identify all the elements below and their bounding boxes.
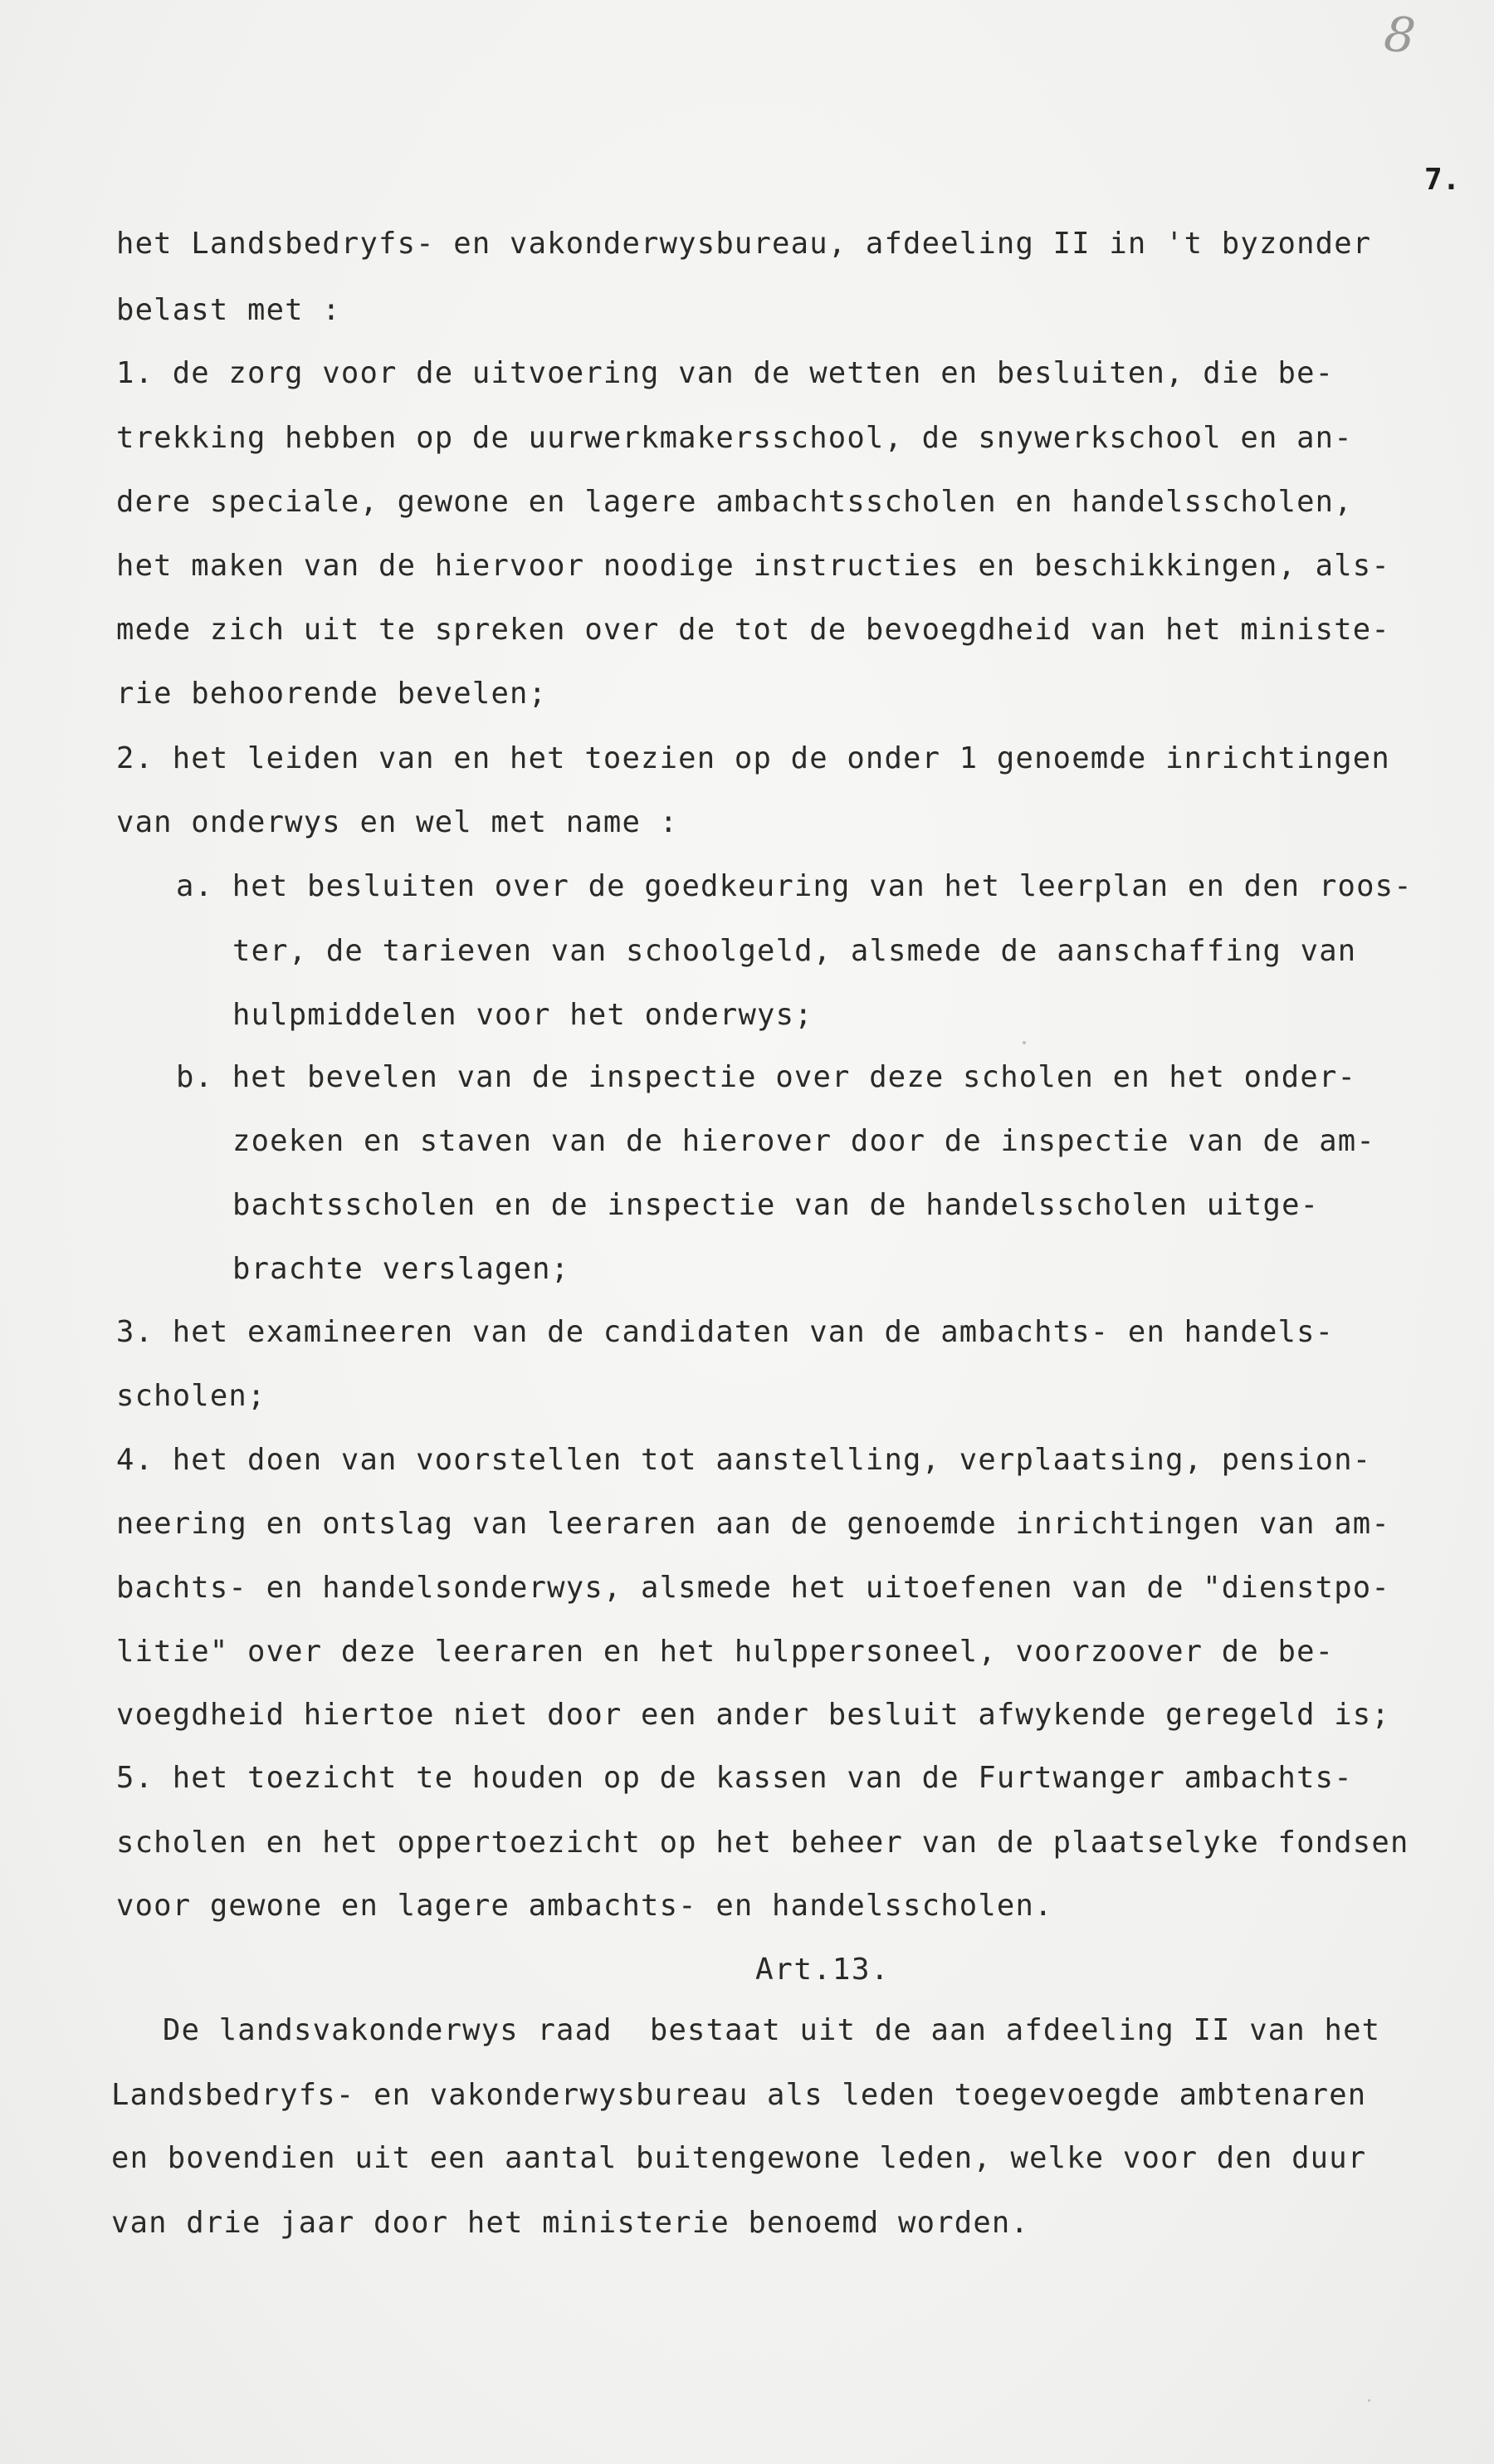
- text-line: en bovendien uit een aantal buitengewone leden, welke voor den duur: [111, 2141, 1367, 2175]
- article-heading: Art.13.: [755, 1953, 891, 1987]
- text-line: 4. het doen van voorstellen tot aanstelling, verplaatsing, pension-: [116, 1443, 1372, 1477]
- text-line: voor gewone en lagere ambachts- en handelsscholen.: [116, 1889, 1053, 1923]
- text-line: Landsbedryfs- en vakonderwysbureau als leden toegevoegde ambtenaren: [111, 2078, 1367, 2112]
- text-line: het maken van de hiervoor noodige instructies en beschikkingen, als-: [116, 549, 1390, 583]
- text-line: neering en ontslag van leeraren aan de genoemde inrichtingen van am-: [116, 1507, 1390, 1541]
- text-line: scholen en het oppertoezicht op het beheer van de plaatselyke fondsen: [116, 1826, 1409, 1860]
- text-line: 3. het examineeren van de candidaten van de ambachts- en handels-: [116, 1315, 1335, 1349]
- text-line: voegdheid hiertoe niet door een ander besluit afwykende geregeld is;: [116, 1698, 1390, 1732]
- paper-speck: [1368, 2399, 1370, 2402]
- text-line: hulpmiddelen voor het onderwys;: [232, 998, 813, 1032]
- text-line: 1. de zorg voor de uitvoering van de wetten en besluiten, die be-: [116, 356, 1335, 390]
- text-line: rie behoorende bevelen;: [116, 677, 548, 711]
- text-line: van onderwys en wel met name :: [116, 805, 679, 839]
- text-line: het Landsbedryfs- en vakonderwysbureau, afdeeling II in 't byzonder: [116, 227, 1372, 261]
- text-line: dere speciale, gewone en lagere ambachtsscholen en handelsscholen,: [116, 485, 1353, 519]
- typed-page-number: 7.: [1424, 163, 1461, 197]
- text-line: 5. het toezicht te houden op de kassen van de Furtwanger ambachts-: [116, 1761, 1353, 1795]
- text-line: zoeken en staven van de hierover door de inspectie van de am-: [232, 1124, 1375, 1158]
- text-line: scholen;: [116, 1379, 266, 1413]
- text-line: 2. het leiden van en het toezien op de onder 1 genoemde inrichtingen: [116, 741, 1390, 775]
- paper-speck: [1023, 1041, 1026, 1044]
- text-line: bachts- en handelsonderwys, alsmede het uitoefenen van de "dienstpo-: [116, 1571, 1390, 1605]
- text-line: mede zich uit te spreken over de tot de bevoegdheid van het ministe-: [116, 613, 1390, 647]
- text-line: a. het besluiten over de goedkeuring van het leerplan en den roos-: [176, 869, 1413, 903]
- text-line: b. het bevelen van de inspectie over deze scholen en het onder-: [176, 1060, 1357, 1094]
- text-line: trekking hebben op de uurwerkmakersschool, de snywerkschool en an-: [116, 421, 1353, 455]
- text-line: bachtsscholen en de inspectie van de handelsscholen uitge-: [232, 1188, 1320, 1222]
- text-line: brachte verslagen;: [232, 1252, 570, 1286]
- text-line: van drie jaar door het ministerie benoemd worden.: [111, 2206, 1030, 2240]
- text-line: ter, de tarieven van schoolgeld, alsmede de aanschaffing van: [232, 934, 1357, 968]
- pencil-page-number: 8: [1381, 5, 1418, 65]
- text-line: litie" over deze leeraren en het hulppersoneel, voorzoover de be-: [116, 1635, 1335, 1669]
- text-line: De landsvakonderwys raad bestaat uit de aan afdeeling II van het: [163, 2013, 1381, 2047]
- text-line: belast met :: [116, 293, 341, 327]
